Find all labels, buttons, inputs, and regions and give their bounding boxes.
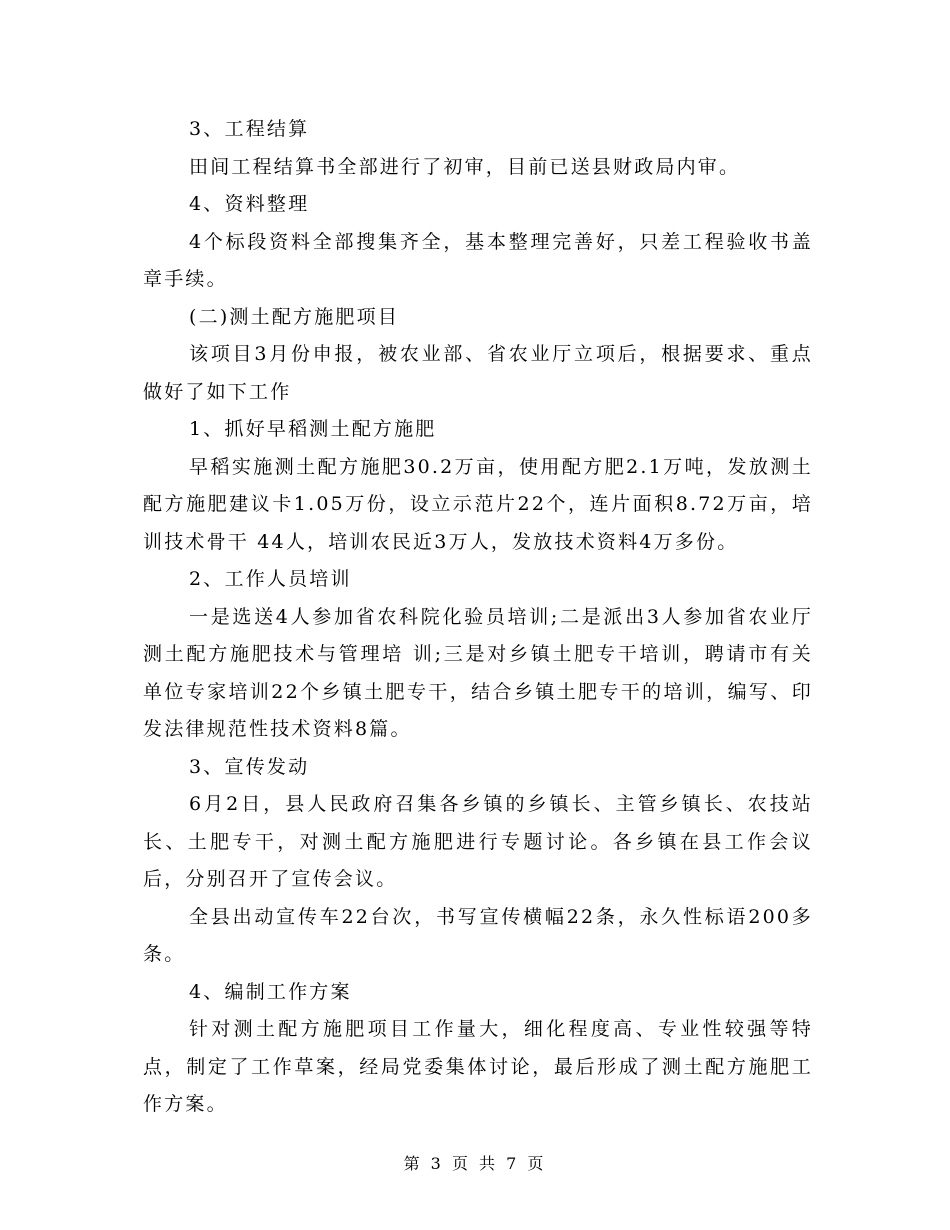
paragraph-publicity-meeting: 6月2日，县人民政府召集各乡镇的乡镇长、主管乡镇长、农技站长、土肥专干，对测土配方施肥进行专题讨论。各乡镇在县工作会议后，分别召开了宣传会议。 [143,793,813,890]
document-body [143,111,813,1124]
section-heading-data-organization: 4、资料整理 [189,193,310,215]
section-heading-work-plan: 4、编制工作方案 [189,980,352,1003]
paragraph-staff-training: 一是选送4人参加省农科院化验员培训;二是派出3人参加省农业厅测土配方施肥技术与管理培 训;三是对乡镇土肥专干培训，聘请市有关单位专家培训22个乡镇土肥专干，结合乡镇土肥专干的培训，编写、印发法律规范性技术资料8篇。 [143,605,813,740]
paragraph-data-organization: 4个标段资料全部搜集齐全，基本整理完善好，只差工程验收书盖章手续。 [143,230,813,290]
paragraph-work-plan: 针对测土配方施肥项目工作量大，细化程度高、专业性较强等特点，制定了工作草案，经局党委集体讨论，最后形成了测土配方施肥工作方案。 [143,1018,813,1115]
paragraph-project-intro: 该项目3月份申报，被农业部、省农业厅立项后，根据要求、重点做好了如下工作 [143,343,813,403]
section-heading-soil-testing-project: (二)测土配方施肥项目 [189,305,400,328]
section-heading-publicity: 3、宣传发动 [189,755,310,778]
section-heading-early-rice: 1、抓好早稻测土配方施肥 [189,418,437,440]
page-number-footer: 第 3 页 共 7 页 [403,1154,547,1173]
section-heading-staff-training: 2、工作人员培训 [189,568,352,590]
paragraph-settlement: 田间工程结算书全部进行了初审，目前已送县财政局内审。 [189,155,741,178]
paragraph-early-rice: 早稻实施测土配方施肥30.2万亩，使用配方肥2.1万吨，发放测土配方施肥建议卡1.05万份，设立示范片22个，连片面积8.72万亩，培训技术骨干 44人，培训农民近3万人，发放技术资料4万多份。 [143,455,813,553]
paragraph-publicity-vehicles: 全县出动宣传车22台次，书写宣传横幅22条，永久性标语200多条。 [143,905,813,965]
section-heading-engineering-settlement: 3、工程结算 [189,118,310,140]
